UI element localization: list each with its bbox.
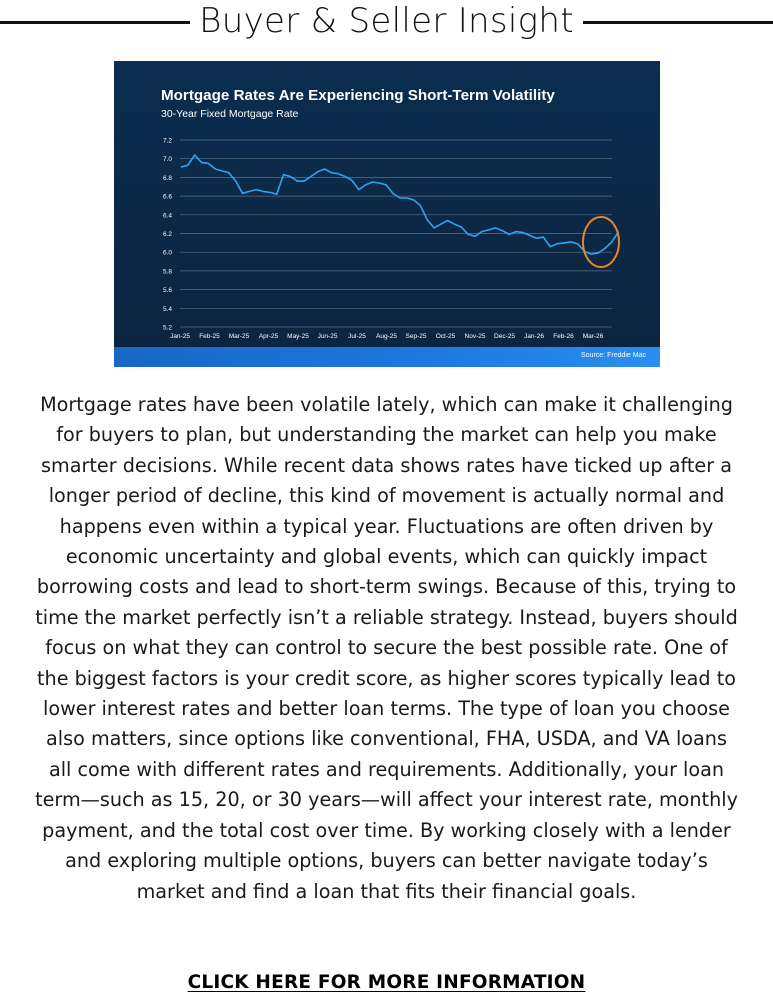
chart-subtitle: 30-Year Fixed Mortgage Rate <box>161 108 299 120</box>
x-tick-label: Mar-26 <box>582 333 604 340</box>
latest-rate-highlight-circle <box>583 217 619 267</box>
y-tick-label: 6.8 <box>163 174 173 182</box>
page-header <box>0 0 773 44</box>
x-tick-label: Jan-25 <box>170 333 190 340</box>
x-tick-label: Aug-25 <box>376 333 397 340</box>
chart-canvas <box>114 61 660 367</box>
x-tick-label: Jul-25 <box>348 333 366 340</box>
y-tick-label: 5.6 <box>163 287 173 295</box>
y-tick-label: 6.4 <box>163 212 173 220</box>
more-information-link[interactable]: CLICK HERE FOR MORE INFORMATION <box>187 972 586 993</box>
x-tick-label: Feb-25 <box>199 333 220 340</box>
x-tick-label: Jun-25 <box>317 333 338 340</box>
page-title: Buyer & Seller Insight <box>199 1 574 41</box>
x-tick-label: May-25 <box>287 333 309 340</box>
y-tick-label: 7.0 <box>163 156 173 164</box>
rate-series-line <box>181 155 619 254</box>
y-tick-label: 7.2 <box>163 137 173 145</box>
y-tick-label: 6.0 <box>163 249 173 257</box>
header-rule-left <box>0 21 190 24</box>
series-layer <box>181 155 619 254</box>
x-tick-label: Jan-26 <box>524 333 544 340</box>
x-tick-label: Sep-25 <box>405 333 427 340</box>
y-tick-label: 5.8 <box>163 268 173 276</box>
y-tick-label: 6.6 <box>163 193 173 201</box>
x-tick-label: Dec-25 <box>494 333 515 340</box>
cta-container <box>0 972 773 993</box>
y-tick-label: 5.2 <box>163 324 173 332</box>
mortgage-rate-chart <box>114 61 660 367</box>
header-rule-right <box>583 21 773 24</box>
chart-source-bar <box>114 347 660 367</box>
grid-lines <box>180 140 612 327</box>
x-tick-label: Apr-25 <box>258 333 279 340</box>
y-tick-label: 5.4 <box>163 305 173 313</box>
x-tick-label: Feb-26 <box>553 333 574 340</box>
x-tick-label: Mar-25 <box>228 333 250 340</box>
x-axis-ticks <box>170 333 604 340</box>
x-tick-label: Oct-25 <box>435 333 456 340</box>
chart-title: Mortgage Rates Are Experiencing Short-Term Volatility <box>161 87 555 104</box>
chart-source: Source: Freddie Mac <box>581 352 646 359</box>
article-body: Mortgage rates have been volatile lately, which can make it challenging for buyers to plan, but understanding the market can help you make smarter decisions. While recent data shows rates have ticked up after a longer period of decline, this kind of movement is actually normal and happens even within a typical year. Fluctuations are often driven by economic uncertainty and global events, which can quickly impact borrowing costs and lead to short-term swings. Because of this, trying to time the market perfectly isn’t a reliable strategy. Instead, buyers should focus on what they can control to secure the best possible rate. One of the biggest factors is your credit score, as higher scores typically lead to lower interest rates and better loan terms. The type of loan you choose also matters, since options like conventional, FHA, USDA, and VA loans all come with different rates and requirements. Additionally, your loan term—such as 15, 20, or 30 years—will affect your interest rate, monthly payment, and the total cost over time. By working closely with a lender and exploring multiple options, buyers can better navigate today’s market and find a loan that fits their financial goals. <box>35 393 738 903</box>
x-tick-label: Nov-25 <box>464 333 486 340</box>
y-tick-label: 6.2 <box>163 231 173 238</box>
y-axis-ticks <box>163 138 172 332</box>
